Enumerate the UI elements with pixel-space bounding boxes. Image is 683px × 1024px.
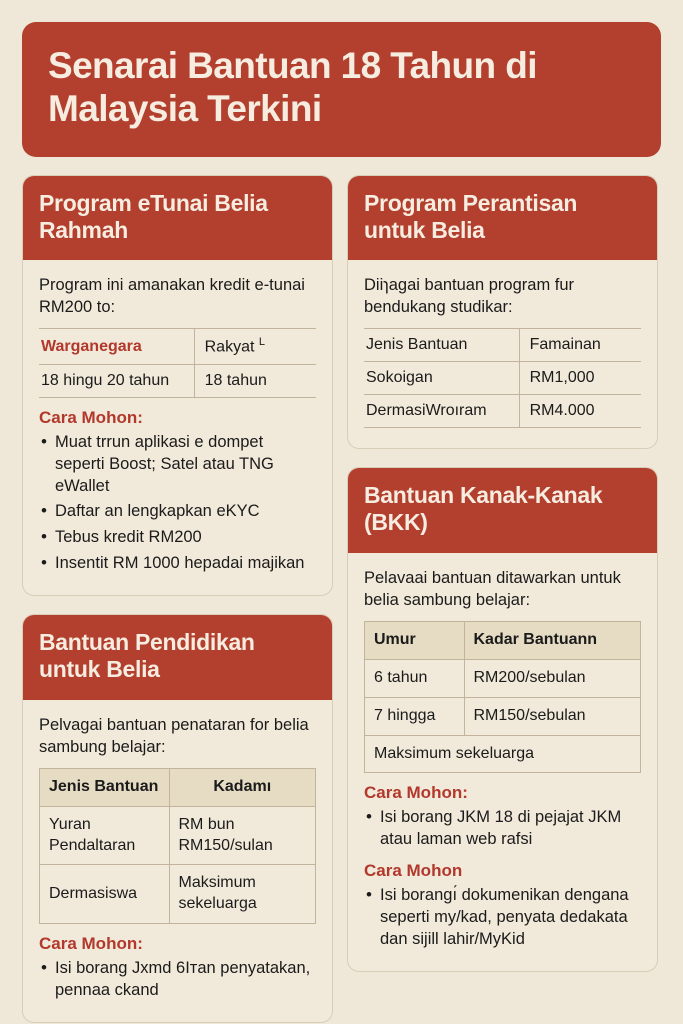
card-etunai-belia-rahmah	[22, 175, 333, 597]
table-cell: RM bun RM150/sulan	[169, 806, 316, 865]
list-item: • Daftar an lengkapkan eKYC	[39, 501, 316, 523]
table-cell	[194, 329, 316, 364]
cara-mohon-label: Cara Mohon:	[39, 934, 143, 954]
table-cell: Yuran Pendaltaran	[40, 806, 170, 865]
card-header	[23, 176, 332, 260]
etunai-table	[39, 328, 316, 397]
card-bantuan-kanak-kanak	[347, 467, 658, 972]
table-cell: Jenis Bantuan	[364, 329, 519, 362]
column-header: Jenis Bantuan	[40, 769, 170, 807]
card-header	[23, 615, 332, 699]
card-body	[348, 553, 657, 971]
card-intro: Pelavaai bantuan ditawarkan untuk belia sambung belajar:	[364, 568, 621, 609]
table-cell: 7 hingga	[365, 697, 465, 735]
list-item: • Isi borang Jxmd 6Ітan penyatakan, pennaa ckand	[39, 958, 316, 1002]
table-cell: Maksimum sekeluarga	[365, 735, 641, 773]
card-header	[348, 176, 657, 260]
bkk-table	[364, 621, 641, 773]
pendidikan-table	[39, 768, 316, 924]
perantisan-table	[364, 328, 641, 428]
title-banner	[22, 22, 661, 157]
cell-text: Rakyat	[204, 338, 255, 356]
table-row	[39, 364, 316, 397]
list-item: • Isi borang JKM 18 di pejajat JKM atau laman web rafsi	[364, 807, 641, 851]
card-intro: Pelvagai bantuan penataran for belia sambung belajar:	[39, 715, 309, 756]
column-header: Kadamı	[169, 769, 316, 807]
table-header-row	[365, 622, 641, 660]
card-intro: Program ini amanakan kredit e-tunai RM200 to:	[39, 275, 305, 317]
card-title: Program Perantisan untuk Belia	[364, 189, 578, 243]
table-cell: Dermasiswa	[40, 865, 170, 924]
card-title: Bantuan Kanak-Kanak (BKK)	[364, 482, 603, 536]
table-cell: Warganegara	[39, 329, 194, 364]
table-cell: RM1,000	[519, 362, 641, 395]
cara-mohon-label-2: Cara Mohon	[364, 861, 463, 881]
column-header: Umur	[365, 622, 465, 660]
list-item: • Insentit RM 1000 hepadai majikan	[39, 553, 316, 575]
table-cell: RM4.000	[519, 395, 641, 428]
table-row	[364, 395, 641, 428]
card-title: Bantuan Pendidikan untuk Belia	[39, 629, 255, 683]
cara-mohon-label: Cara Mohon:	[39, 407, 143, 427]
table-cell: 6 tahun	[365, 659, 465, 697]
table-row	[40, 806, 316, 865]
table-cell: DermasiWroıram	[364, 395, 519, 428]
card-body	[23, 700, 332, 1022]
cara-mohon-list	[39, 958, 316, 1002]
list-item: • Tebus kredit RM200	[39, 527, 316, 549]
table-row	[365, 697, 641, 735]
table-cell: Sokoigan	[364, 362, 519, 395]
left-column	[22, 175, 333, 1023]
card-body	[23, 260, 332, 595]
table-row-merged	[365, 735, 641, 773]
cara-mohon-list	[39, 432, 316, 576]
right-column	[347, 175, 658, 972]
list-item: • Muat trrun aplikasi e dompet seperti Boost; Satel atau TNG eWallet	[39, 432, 316, 498]
column-header: Kadar Bantuann	[464, 622, 641, 660]
card-body	[348, 260, 657, 449]
table-cell: 18 hingu 20 tahun	[39, 364, 194, 397]
cara-mohon-label-1: Cara Mohon:	[364, 783, 468, 803]
card-bantuan-pendidikan	[22, 614, 333, 1023]
page-title: Senarai Bantuan 18 Tahun di Malaysia Terkini	[48, 45, 537, 130]
table-cell: Famainan	[519, 329, 641, 362]
card-title: Program eTunai Belia Rahmah	[39, 189, 268, 243]
table-row	[40, 865, 316, 924]
table-header-row	[40, 769, 316, 807]
card-intro: Diiɿagai bantuan program fur bendukang studikar:	[364, 275, 575, 317]
table-cell: RM150/sebulan	[464, 697, 641, 735]
table-row	[364, 329, 641, 362]
table-row	[365, 659, 641, 697]
table-row	[364, 362, 641, 395]
card-program-perantisan	[347, 175, 658, 450]
card-header	[348, 468, 657, 552]
table-cell: RM200/sebulan	[464, 659, 641, 697]
cara-mohon-list-1	[364, 807, 641, 851]
cell-superscript: L	[258, 336, 265, 349]
table-cell: 18 tahun	[194, 364, 316, 397]
card-columns	[22, 175, 661, 1023]
cara-mohon-list-2	[364, 885, 641, 951]
list-item: • Isi borangı́ dokumenikan dengana seperti my/kad, penyata dedakata dan sijill lahir/MyKid	[364, 885, 641, 951]
table-row	[39, 329, 316, 364]
table-cell: Maksimum sekeluarga	[169, 865, 316, 924]
